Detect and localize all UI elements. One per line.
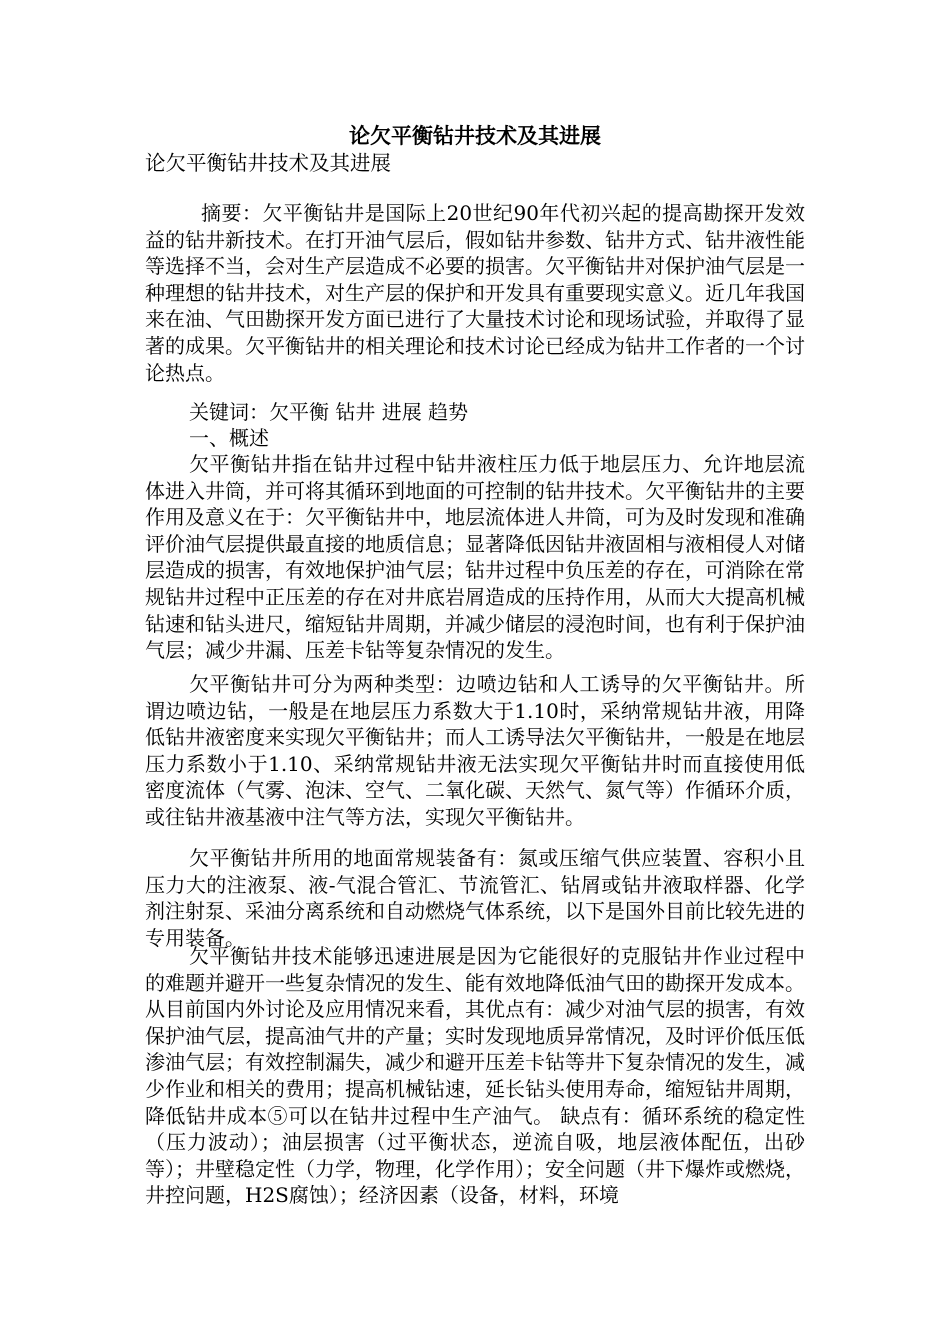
body-paragraph: 欠平衡钻井技术能够迅速进展是因为它能很好的克服钻井作业过程中的难题并避开一些复杂情况的发生、能有效地降低油气田的勘探开发成本。从目前国内外讨论及应用情况来看，其优点有：减少对油气层的损害，有效保护油气层，提高油气井的产量；实时发现地质异常情况，及时评价低压低渗油气层；有效控制漏失，减少和避开压差卡钻等井下复杂情况的发生，减少作业和相关的费用；提高机械钻速，延长钻头使用寿命，缩短钻井周期，降低钻井成本⑤可以在钻井过程中生产油气。 缺点有：循环系统的稳定性（压力波动）；油层损害（过平衡状态，逆流自吸，地层液体配伍，出砂等）；井壁稳定性（力学，物理，化学作用）；安全问题（井下爆炸或燃烧，井控问题，H2S腐蚀）；经济因素（设备，材料，环境 (145, 944, 805, 1208)
body-paragraph: 欠平衡钻井可分为两种类型：边喷边钻和人工诱导的欠平衡钻井。所谓边喷边钻，一般是在地层压力系数大于1.10时，采纳常规钻井液，用降低钻井液密度来实现欠平衡钻井；而人工诱导法欠平衡钻井，一般是在地层压力系数小于1.10、采纳常规钻井液无法实现欠平衡钻井时而直接使用低密度流体（气雾、泡沫、空气、二氧化碳、天然气、氮气等）作循环介质，或往钻井液基液中注气等方法，实现欠平衡钻井。 (145, 672, 805, 829)
document-title: 论欠平衡钻井技术及其进展 (349, 123, 601, 148)
keywords-line: 关键词：欠平衡 钻井 进展 趋势 (189, 400, 469, 424)
section-heading: 一、概述 (189, 426, 269, 450)
abstract-paragraph: 摘要：欠平衡钻井是国际上20世纪90年代初兴起的提高勘探开发效益的钻井新技术。在打开油气层后，假如钻井参数、钻井方式、钻井液性能等选择不当，会对生产层造成不必要的损害。欠平衡钻井对保护油气层是一种理想的钻井技术，对生产层的保护和开发具有重要现实意义。近几年我国来在油、气田勘探开发方面已进行了大量技术讨论和现场试验，并取得了显著的成果。欠平衡钻井的相关理论和技术讨论已经成为钻井工作者的一个讨论热点。 (145, 201, 805, 385)
document-subtitle: 论欠平衡钻井技术及其进展 (145, 151, 391, 175)
body-paragraph: 欠平衡钻井指在钻井过程中钻井液柱压力低于地层压力、允许地层流体进入井筒，并可将其循环到地面的可控制的钻井技术。欠平衡钻井的主要作用及意义在于：欠平衡钻井中，地层流体进人井筒，可为及时发现和准确评价油气层提供最直接的地质信息；显著降低因钻井液固相与液相侵人对储层造成的损害，有效地保护油气层；钻井过程中负压差的存在，可消除在常规钻井过程中正压差的存在对井底岩屑造成的压持作用，从而大大提高机械钻速和钻头进尺，缩短钻井周期，并减少储层的浸泡时间，也有利于保护油气层；减少井漏、压差卡钻等复杂情况的发生。 (145, 452, 805, 663)
body-paragraph: 欠平衡钻井所用的地面常规装备有：氮或压缩气供应装置、容积小且压力大的注液泵、液-气混合管汇、节流管汇、钻屑或钻井液取样器、化学剂注射泵、采油分离系统和自动燃烧气体系统，以下是国外目前比较先进的专用装备。 (145, 846, 805, 950)
